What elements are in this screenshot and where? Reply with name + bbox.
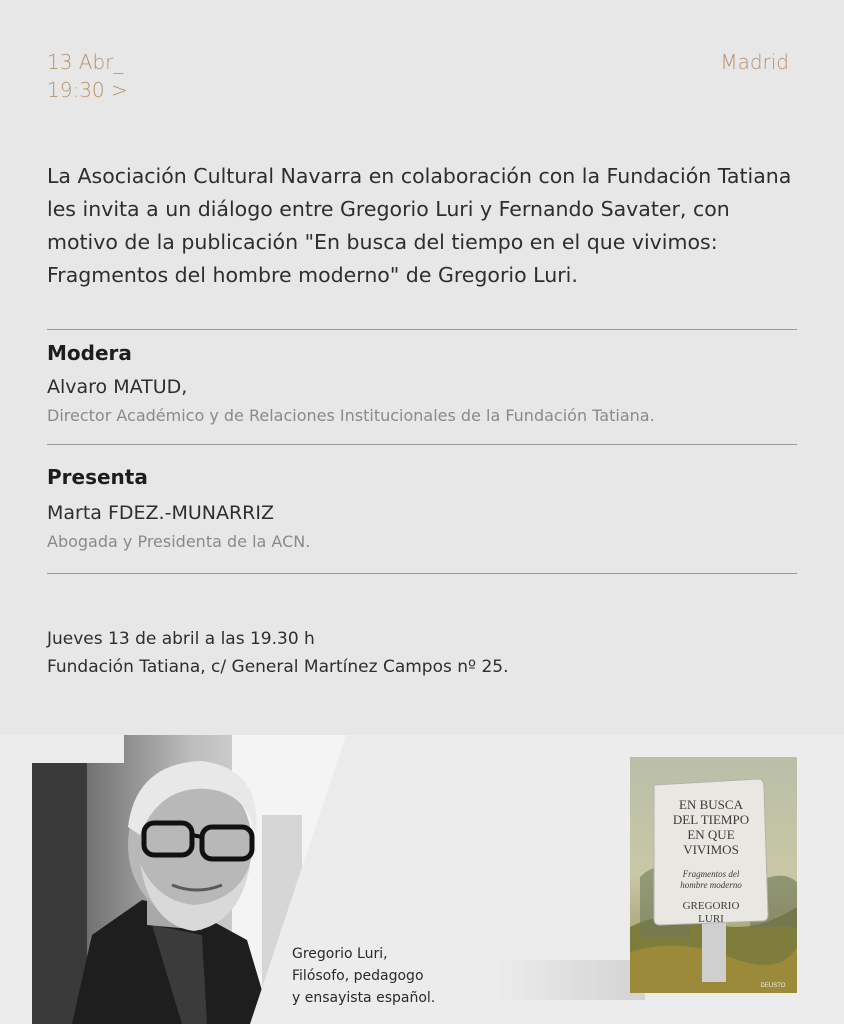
media-strip <box>0 735 844 1024</box>
presenta-name: Marta FDEZ.-MUNARRIZ <box>47 502 274 524</box>
presenta-role: Abogada y Presidenta de la ACN. <box>47 532 311 551</box>
divider <box>47 444 797 445</box>
book-title-line4: VIVIMOS <box>683 842 739 857</box>
book-author-line2: LURI <box>698 913 724 925</box>
book-subtitle-line2: hombre moderno <box>680 880 742 890</box>
caption-name: Gregorio Luri, <box>292 946 388 962</box>
event-city: Madrid <box>720 50 789 74</box>
book-shadow <box>495 960 645 1000</box>
caption-profession: Filósofo, pedagogo <box>292 968 424 984</box>
modera-name: Alvaro MATUD, <box>47 376 188 398</box>
event-datetime: Jueves 13 de abril a las 19.30 h <box>47 629 315 649</box>
book-title-line2: DEL TIEMPO <box>672 812 750 827</box>
divider <box>47 329 797 330</box>
book-publisher: DEUSTO <box>760 983 786 989</box>
book-author-line1: GREGORIO <box>682 900 740 912</box>
book-title-line3: EN QUE <box>687 827 735 842</box>
intro-paragraph: La Asociación Cultural Navarra en colaboración con la Fundación Tatiana les invita a un diálogo entre Gregorio Luri y Fernando Savater, con motivo de la publicación "En busca del tiempo en el que vivimos: Fragmentos del hombre moderno" de Gregorio Luri. <box>47 164 792 287</box>
caption-nationality: y ensayista español. <box>292 990 436 1006</box>
modera-role: Director Académico y de Relaciones Institucionales de la Fundación Tatiana. <box>47 406 655 425</box>
event-details <box>47 625 508 681</box>
presenta-heading: Presenta <box>47 465 148 489</box>
book-title-line1: EN BUSCA <box>679 797 743 812</box>
event-date <box>47 48 128 104</box>
photo-caption <box>292 943 435 1009</box>
event-date-day: 13 Abr_ <box>47 50 124 74</box>
event-date-time: 19:30 > <box>47 78 128 102</box>
divider <box>47 573 797 574</box>
event-venue: Fundación Tatiana, c/ General Martínez Campos nº 25. <box>47 657 509 677</box>
book-cover <box>630 757 797 993</box>
book-subtitle-line1: Fragmentos del <box>682 869 740 879</box>
modera-heading: Modera <box>47 341 132 365</box>
